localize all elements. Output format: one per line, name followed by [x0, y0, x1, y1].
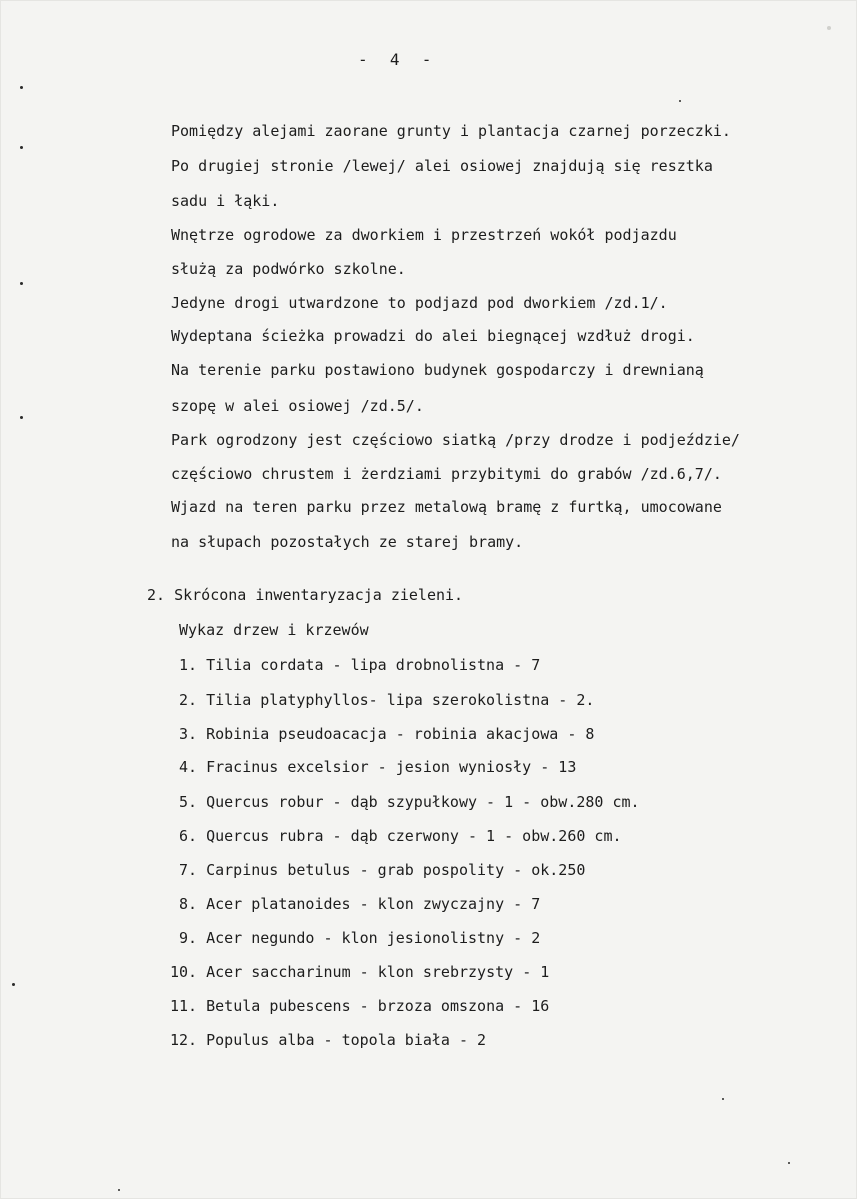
paragraph-line-13: na słupach pozostałych ze starej bramy. [171, 533, 524, 551]
scan-dot [20, 146, 23, 149]
paragraph-line-4: Wnętrze ogrodowe za dworkiem i przestrzeń wokół podjazdu [171, 226, 677, 244]
paragraph-line-11: częściowo chrustem i żerdziami przybitymi do grabów /zd.6,7/. [171, 465, 722, 483]
paragraph-line-1: Pomiędzy alejami zaorane grunty i plantacja czarnej porzeczki. [171, 122, 731, 140]
page-number: - 4 - [358, 50, 433, 69]
tree-list-item: 7. Carpinus betulus - grab pospolity - ok.250 [179, 861, 586, 879]
scan-dot [20, 416, 23, 419]
scan-dot [722, 1098, 724, 1100]
tree-list-item: 11. Betula pubescens - brzoza omszona - 16 [170, 997, 550, 1015]
tree-list-item: 9. Acer negundo - klon jesionolistny - 2 [179, 929, 541, 947]
tree-list-item: 2. Tilia platyphyllos- lipa szerokolistna - 2. [179, 691, 595, 709]
paragraph-line-10: Park ogrodzony jest częściowo siatką /przy drodze i podjeździe/ [171, 431, 740, 449]
scan-dot [118, 1189, 120, 1191]
scan-dot [788, 1162, 790, 1164]
scan-dot [12, 983, 15, 986]
paragraph-line-3: sadu i łąki. [171, 192, 280, 210]
tree-list-item: 4. Fracinus excelsior - jesion wyniosły - 13 [179, 758, 577, 776]
tree-list-item: 12. Populus alba - topola biała - 2 [170, 1031, 487, 1049]
section-subheading: Wykaz drzew i krzewów [179, 621, 369, 639]
section-heading: 2. Skrócona inwentaryzacja zieleni. [147, 586, 464, 604]
tree-list-item: 6. Quercus rubra - dąb czerwony - 1 - obw.260 cm. [179, 827, 622, 845]
tree-list-item: 5. Quercus robur - dąb szypułkowy - 1 - obw.280 cm. [179, 793, 640, 811]
scan-dot [20, 282, 23, 285]
scan-dot [679, 100, 681, 102]
tree-list-item: 3. Robinia pseudoacacja - robinia akacjowa - 8 [179, 725, 595, 743]
paragraph-line-7: Wydeptana ścieżka prowadzi do alei biegnącej wzdłuż drogi. [171, 327, 695, 345]
scan-dot [20, 86, 23, 89]
paragraph-line-12: Wjazd na teren parku przez metalową bramę z furtką, umocowane [171, 498, 722, 516]
corner-mark [827, 26, 831, 30]
paragraph-line-8: Na terenie parku postawiono budynek gospodarczy i drewnianą [171, 361, 704, 379]
paragraph-line-5: służą za podwórko szkolne. [171, 260, 406, 278]
paragraph-line-9: szopę w alei osiowej /zd.5/. [171, 397, 424, 415]
paragraph-line-6: Jedyne drogi utwardzone to podjazd pod dworkiem /zd.1/. [171, 294, 668, 312]
tree-list-item: 1. Tilia cordata - lipa drobnolistna - 7 [179, 656, 541, 674]
paragraph-line-2: Po drugiej stronie /lewej/ alei osiowej znajdują się resztka [171, 157, 713, 175]
tree-list-item: 10. Acer saccharinum - klon srebrzysty - 1 [170, 963, 550, 981]
tree-list-item: 8. Acer platanoides - klon zwyczajny - 7 [179, 895, 541, 913]
